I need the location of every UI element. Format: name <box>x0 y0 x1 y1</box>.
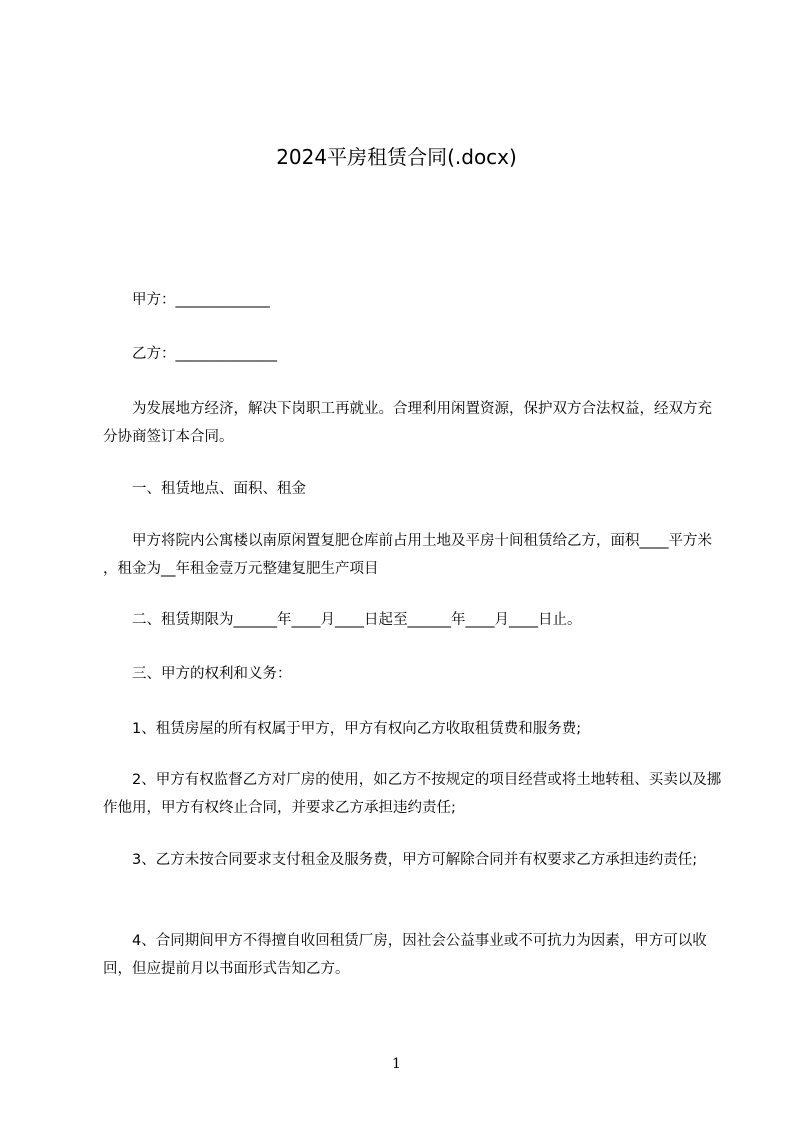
preamble-paragraph: 为发展地方经济，解决下岗职工再就业。合理利用闲置资源，保护双方合法权益，经双方充分协商签订本合同。 <box>103 401 712 445</box>
section-heading-party-a-rights: 三、甲方的权利和义务： <box>103 666 292 682</box>
party-a-line: 甲方：_____________ <box>103 292 270 308</box>
party-b-line: 乙方：______________ <box>103 346 277 362</box>
clause-1: 1、租赁房屋的所有权属于甲方，甲方有权向乙方收取租赁费和服务费; <box>103 721 582 737</box>
lease-term-paragraph: 二、租赁期限为______年____月____日起至______年____月____日止。 <box>103 612 582 628</box>
document-title: 2024平房租赁合同(.docx) <box>276 145 517 169</box>
page-number: 1 <box>392 1056 401 1072</box>
clause-3: 3、乙方未按合同要求支付租金及服务费，甲方可解除合同并有权要求乙方承担违约责任; <box>103 852 698 868</box>
location-paragraph: 甲方将院内公寓楼以南原闲置复肥仓库前占用土地及平房十间租赁给乙方，面积____平方米 ，租金为__年租金壹万元整建复肥生产项目 <box>103 533 712 577</box>
clause-2: 2、甲方有权监督乙方对厂房的使用，如乙方不按规定的项目经营或将土地转租、买卖以及挪作他用，甲方有权终止合同，并要求乙方承担违约责任; <box>103 772 722 816</box>
section-heading-location: 一、租赁地点、面积、租金 <box>103 481 306 497</box>
clause-4: 4、合同期间甲方不得擅自收回租赁厂房，因社会公益事业或不可抗力为因素，甲方可以收回，但应提前月以书面形式告知乙方。 <box>103 933 707 977</box>
